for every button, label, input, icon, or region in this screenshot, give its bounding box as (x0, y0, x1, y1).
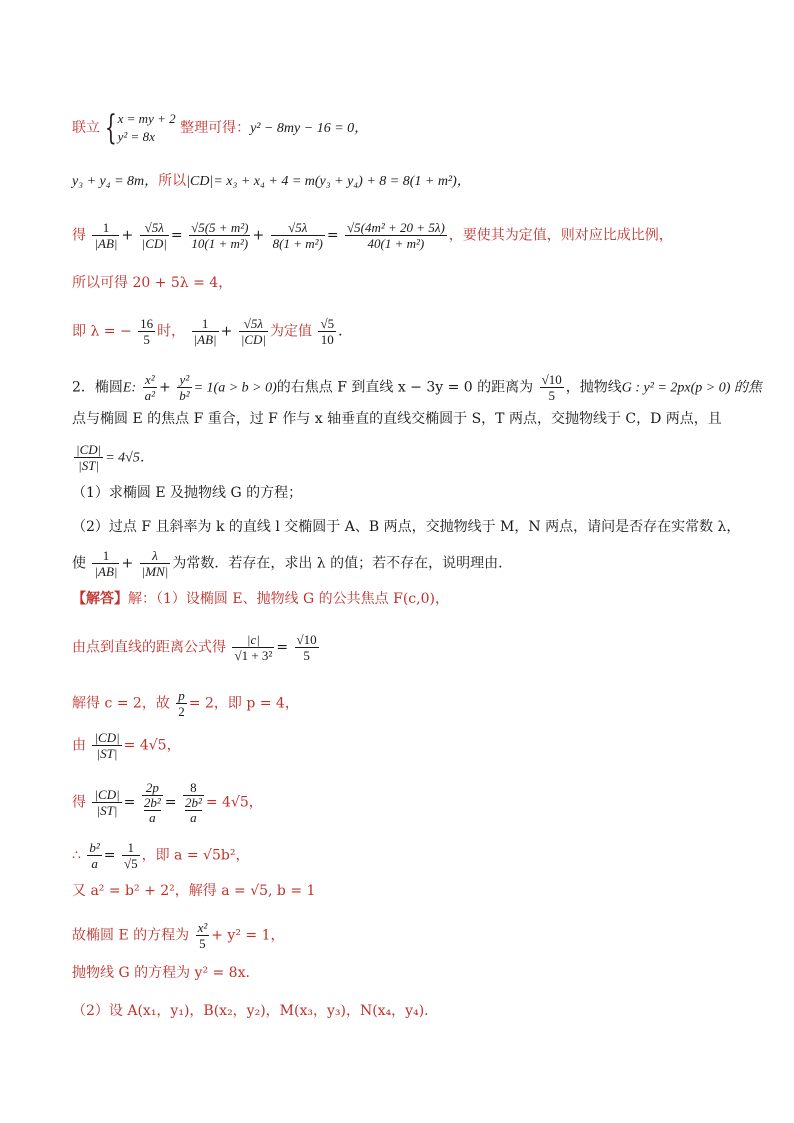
text: 即 λ = − (72, 323, 132, 340)
step-4: 得 $\frac{|CD|}{|ST|}$ = 2p 2b² a = 8 2b² a = 4√5， (72, 780, 263, 825)
numerator: |c| (232, 632, 274, 648)
fraction (192, 316, 219, 347)
numerator: √10 (296, 632, 317, 647)
denominator: √1 + 3² (234, 648, 273, 663)
numerator: √5λ (271, 220, 325, 236)
numerator: 1 (122, 840, 140, 856)
question-part-1 (72, 482, 734, 504)
brace: { (104, 108, 117, 148)
numerator: 1 (92, 220, 119, 236)
equation-system (118, 110, 176, 146)
equation: G : y² = 2px(p > 0) 的焦 (621, 380, 762, 396)
equation: y² = 8x (117, 129, 155, 144)
numerator: √5 (320, 316, 335, 331)
text: 解：（1）设椭圆 E、抛物线 G 的公共焦点 F(c,0)， (128, 591, 449, 607)
denominator: 10 (320, 332, 334, 347)
text: 由点到直线的距离公式得 (72, 639, 226, 656)
fraction (140, 220, 169, 251)
fraction (189, 220, 250, 251)
text: 得 (72, 227, 86, 244)
line-5: 即 λ = − $\frac{16}{5}$ 时， $\frac{1}{|AB|}$ + $\frac{√5\lambda}{|CD|}$ 为定值 $\frac{√5}{10}$ ． (72, 316, 353, 347)
denominator: a² (144, 388, 155, 403)
fraction (196, 920, 210, 951)
nested-numerator: 2b² (184, 795, 202, 810)
text: 得 (72, 794, 86, 811)
text: 为定值 (270, 323, 313, 340)
text: 所以可得 20 + 5λ = 4， (72, 275, 233, 291)
fraction (142, 780, 163, 825)
text: 联立 (72, 120, 100, 136)
fraction (176, 688, 187, 719)
step-2 (72, 688, 734, 719)
fraction (239, 316, 268, 347)
text: （2）设 A(x₁，y₁)，B(x₂，y₂)，M(x₃，y₃)，N(x₄，y₄)． (72, 1003, 439, 1019)
text: 整理可得： (180, 120, 251, 136)
fraction (143, 372, 157, 403)
question-2-line-1: 2．椭圆E: $\frac{\text{x²}}{\text{a²}}$ + $\frac{\text{y²}}{\text{b²}}$ = 1(a > b > 0)的右焦点 F 到直线 x − 3y = 0 的距离为 $\frac{√10}{5}$ ，抛物线G : y² = 2px(p > 0) 的焦 (72, 372, 762, 403)
line-1 (72, 110, 734, 146)
numerator: λ (140, 548, 171, 564)
fraction (232, 632, 274, 663)
fraction (92, 220, 119, 251)
question-2-line-2 (72, 408, 734, 430)
fraction (92, 548, 119, 579)
fraction (87, 840, 101, 871)
denominator: 2 (178, 704, 185, 719)
denominator (142, 796, 163, 825)
fraction (92, 787, 121, 818)
text: （1）求椭圆 E 及抛物线 G 的方程； (72, 485, 303, 501)
numerator: p (178, 688, 185, 703)
answer-tag: 【解答】 (72, 591, 128, 607)
text: 抛物线 G 的方程为 y² = 8x． (72, 965, 260, 981)
line-4 (72, 272, 734, 294)
text: 的右焦点 F 到直线 x − 3y = 0 的距离为 (276, 379, 534, 396)
fraction (74, 442, 103, 473)
text: 时， (157, 323, 186, 340)
denominator: |AB| (94, 564, 118, 579)
denominator: b² (179, 388, 190, 403)
numerator: |CD| (76, 442, 102, 457)
fraction (122, 840, 140, 871)
step-8 (72, 962, 734, 984)
step-3 (72, 730, 734, 761)
text: （2）过点 F 且斜率为 k 的直线 l 交椭圆于 A、B 两点，交抛物线于 M，N 两点，请问是否存在实常数 λ， (72, 519, 741, 535)
numerator: |CD| (94, 787, 120, 802)
fraction (540, 372, 564, 403)
text: 点与椭圆 E 的焦点 F 重合，过 F 作与 x 轴垂直的直线交椭圆于 S，T 两点，交抛物线于 C，D 两点，且 (72, 411, 722, 427)
answer-line-1 (72, 588, 734, 610)
step-1: 由点到直线的距离公式得 $\frac{|c|}{\text{√1 + 3²}}$ = $\frac{√10}{5}$ (72, 632, 317, 663)
text: 为常数．若存在，求出 λ 的值；若不存在，说明理由． (172, 555, 513, 572)
line-2 (72, 170, 734, 193)
question-2-line-3 (72, 442, 734, 473)
denominator: |ST| (78, 458, 100, 473)
step-7 (72, 920, 734, 951)
line-3: 得 $\frac{1}{|AB|}$ + $\frac{√5\lambda}{|CD|}$ = $\frac{\text{√5(5 + m²)}}{\text{10(1 + m²)}}$ + $\frac{√5\lambda}{\text{8(1 + m²)}}$ = $\frac{\text{√5(4m² + 20 + 5λ)}}{\text{40(1 + m²)}}$ ，要使其为定值，则对应比成比例， (72, 220, 673, 251)
denominator: a (91, 856, 98, 871)
nested-denominator: a (190, 810, 197, 825)
fraction (295, 632, 319, 663)
text: ，要使其为定值，则对应比成比例， (448, 227, 673, 244)
nested-numerator: 2b² (143, 795, 161, 810)
text: ，即 a = √5b²， (141, 847, 250, 864)
fraction (138, 316, 155, 347)
text: 解得 c = 2，故 (72, 695, 170, 712)
text: 又 a² = b² + 2²，解得 a = √5, b = 1 (72, 883, 316, 899)
equation: |CD|= x₃ + x₄ + 4 = m(y₃ + y₄) + 8 = 8(1 + m²)， (186, 174, 471, 189)
denominator: |CD| (240, 332, 267, 347)
text: ∴ (72, 847, 81, 864)
numerator: 2p (142, 780, 163, 796)
step-6 (72, 880, 734, 902)
numerator: y² (177, 372, 191, 388)
numerator: 8 (183, 780, 204, 796)
denominator: √5 (123, 856, 138, 871)
denominator: |MN| (141, 564, 169, 579)
denominator: 5 (199, 936, 206, 951)
denominator: 5 (548, 388, 555, 403)
fraction (140, 548, 171, 579)
denominator: |ST| (96, 746, 118, 761)
equation: = 4√5． (105, 450, 154, 466)
text: 故椭圆 E 的方程为 (72, 927, 190, 944)
question-part-2-cont: 使 $\frac{1}{|AB|}$ + $\frac{\lambda}{|MN|}$ 为常数．若存在，求出 λ 的值；若不存在，说明理由． (72, 548, 513, 579)
fraction (271, 220, 325, 251)
fraction (183, 780, 204, 825)
denominator: |CD| (141, 236, 167, 251)
text: 2．椭圆 (72, 379, 123, 396)
equation: y₃ + y₄ = 8m， (72, 174, 159, 189)
label: E: (122, 380, 137, 396)
numerator: √5(4m² + 20 + 5λ) (347, 220, 445, 235)
step-5: ∴ $\frac{\text{b²}}{a}$ = $\frac{1}{√5}$ ，即 a = √5b²， (72, 840, 250, 871)
numerator: x² (143, 372, 157, 388)
numerator: 16 (140, 316, 154, 331)
fraction (177, 372, 191, 403)
text: = 4√5， (123, 737, 181, 754)
denominator: 5 (303, 648, 310, 663)
text: 使 (72, 555, 86, 572)
text: = 2，即 p = 4， (188, 695, 299, 712)
step-9 (72, 1000, 734, 1022)
denominator (183, 796, 204, 825)
text: 由 (72, 737, 86, 754)
denominator: |ST| (96, 803, 118, 818)
question-part-2 (72, 516, 741, 538)
numerator: √5λ (140, 220, 169, 236)
text: = 4√5， (205, 794, 263, 811)
fraction (345, 220, 447, 251)
text: + y² = 1， (211, 927, 285, 944)
denominator: |AB| (94, 236, 118, 251)
denominator: 5 (143, 332, 150, 347)
numerator: √5(5 + m²) (191, 220, 249, 235)
numerator: 1 (192, 316, 219, 332)
denominator: |AB| (193, 332, 217, 347)
numerator: |CD| (94, 730, 120, 745)
fraction (318, 316, 336, 347)
numerator: 1 (92, 548, 119, 564)
equation: y² − 8my − 16 = 0， (250, 121, 369, 136)
denominator: 8(1 + m²) (272, 236, 323, 251)
text: ，抛物线 (565, 379, 622, 396)
numerator: b² (89, 840, 100, 855)
nested-denominator: a (149, 810, 156, 825)
numerator: √5λ (239, 316, 268, 332)
fraction (92, 730, 121, 761)
equation: = 1(a > b > 0) (193, 380, 277, 396)
text: 所以 (158, 173, 187, 189)
numerator: √10 (541, 372, 562, 387)
denominator: 10(1 + m²) (191, 236, 249, 251)
equation: x = my + 2 (117, 111, 176, 126)
denominator: 40(1 + m²) (367, 236, 425, 251)
numerator: x² (197, 920, 208, 935)
